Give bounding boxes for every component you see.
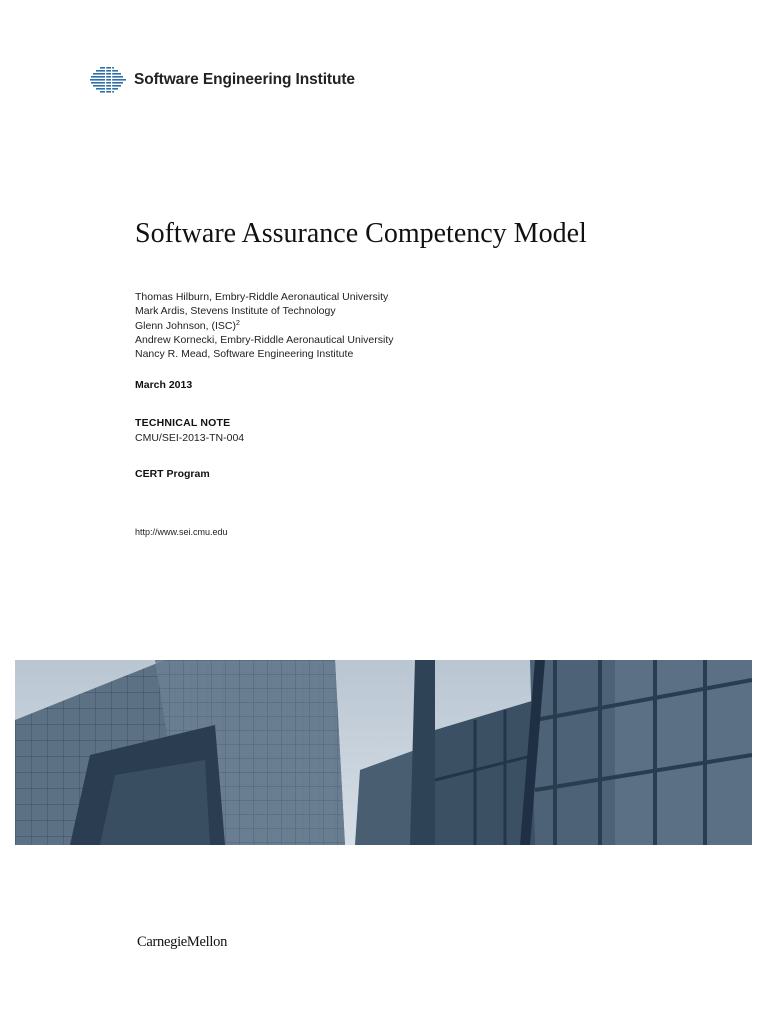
- author-line: Nancy R. Mead, Software Engineering Institute: [135, 348, 354, 361]
- publication-date: March 2013: [135, 379, 193, 391]
- sei-globe-icon: [88, 66, 128, 94]
- logo-text: Software Engineering Institute: [134, 71, 355, 88]
- author-line: Andrew Kornecki, Embry-Riddle Aeronautical University: [135, 333, 394, 346]
- building-photo: [15, 660, 752, 845]
- author-line: Glenn Johnson, (ISC)$^2$: [135, 319, 240, 332]
- document-title: Software Assurance Competency Model: [135, 218, 587, 249]
- report-id: CMU/SEI-2013-TN-004: [135, 432, 245, 444]
- sei-logo: [88, 66, 355, 94]
- program-name: CERT Program: [135, 468, 210, 480]
- report-type: TECHNICAL NOTE: [135, 417, 231, 429]
- website-link[interactable]: http://www.sei.cmu.edu: [135, 527, 228, 537]
- author-line: Thomas Hilburn, Embry-Riddle Aeronautical University: [135, 291, 389, 303]
- carnegie-mellon-logo: CarnegieMellon: [137, 934, 228, 950]
- superscript: 2: [235, 319, 240, 327]
- author-line: Mark Ardis, Stevens Institute of Technology: [135, 305, 336, 318]
- author-list: [135, 290, 394, 361]
